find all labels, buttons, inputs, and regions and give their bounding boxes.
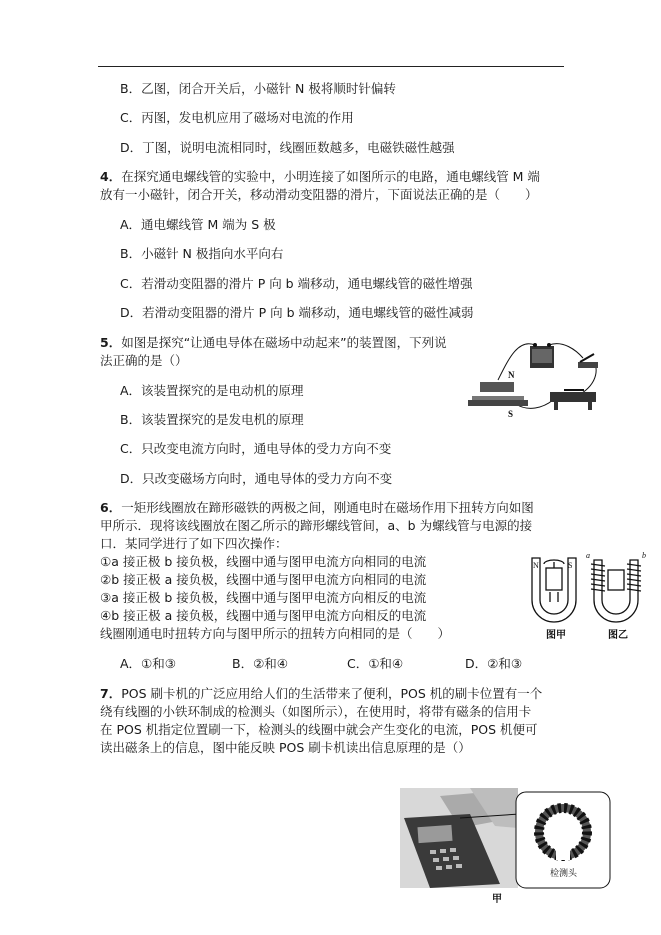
q4-option-d: D．若滑动变阻器的滑片 P 向 b 端移动，通电螺线管的磁性减弱 xyxy=(120,305,474,320)
detection-head-label: 检测头 xyxy=(550,869,578,879)
magnet-n-label: N xyxy=(508,370,515,380)
q5-option-c: C．只改变电流方向时，通电导体的受力方向不变 xyxy=(120,441,392,456)
pos-machine-figure xyxy=(400,788,612,906)
q4-stem-line1 xyxy=(100,169,540,185)
q4-option-a: A．通电螺线管 M 端为 S 极 xyxy=(120,217,276,232)
q5-stem-text1: 如图是探究“让通电导体在磁场中动起来”的装置图，下列说 xyxy=(121,335,447,350)
q5-stem-line2: 法正确的是（） xyxy=(100,353,188,368)
q6-option-d: D．②和③ xyxy=(465,656,523,671)
q7-stem-line4: 读出磁条上的信息，图中能反映 POS 刷卡机读出信息原理的是（） xyxy=(100,740,471,755)
q6-operation-2: ②b 接正极 a 接负极，线圈中通与图甲电流方向相同的电流 xyxy=(100,572,427,587)
q7-stem-line3: 在 POS 机指定位置刷一下，检测头的线圈中就会产生变化的电流，POS 机便可 xyxy=(100,722,538,737)
q6-stem-line3: 口．某同学进行了如下四次操作： xyxy=(100,536,288,551)
q7-number: 7． xyxy=(100,686,122,701)
q3-option-b: B．乙图，闭合开关后，小磁针 N 极将顺时针偏转 xyxy=(120,81,396,96)
q5-stem-line1 xyxy=(100,335,447,351)
figure-jia-caption-q7: 甲 xyxy=(492,894,502,905)
q3-option-d: D．丁图，说明电流相同时，线圈匝数越多，电磁铁磁性越强 xyxy=(120,140,455,155)
q4-stem-text1: 在探究通电螺线管的实验中，小明连接了如图所示的电路，通电螺线管 M 端 xyxy=(121,169,540,184)
rail-icon xyxy=(550,392,596,402)
q6-stem-line4: 线圈刚通电时扭转方向与图甲所示的扭转方向相同的是（ ） xyxy=(100,626,451,641)
switch-icon xyxy=(578,362,598,368)
q5-option-d: D．只改变磁场方向时，通电导体的受力方向不变 xyxy=(120,471,393,486)
q6-stem-line1 xyxy=(100,500,534,516)
horseshoe-figures xyxy=(524,548,650,644)
q5-option-b: B．该装置探究的是发电机的原理 xyxy=(120,412,304,427)
motor-apparatus-figure xyxy=(468,340,618,420)
jia-n-label: N xyxy=(533,561,539,570)
q6-number: 6． xyxy=(100,500,122,515)
q6-option-b: B．②和④ xyxy=(232,656,288,671)
q6-stem-line2: 甲所示．现将该线圈放在图乙所示的蹄形螺线管间，a、b 为螺线管与电源的接 xyxy=(100,518,533,533)
q7-stem-text1: POS 刷卡机的广泛应用给人们的生活带来了便利，POS 机的刷卡位置有一个 xyxy=(121,686,543,701)
q4-stem-line2: 放有一小磁针，闭合开关，移动滑动变阻器的滑片，下面说法正确的是（ ） xyxy=(100,187,538,202)
magnet-s-label: S xyxy=(508,409,514,419)
q4-number: 4． xyxy=(100,169,122,184)
q5-option-a: A．该装置探究的是电动机的原理 xyxy=(120,383,304,398)
q3-option-c: C．丙图，发电机应用了磁场对电流的作用 xyxy=(120,110,354,125)
q6-operation-4: ④b 接正极 a 接负极，线圈中通与图甲电流方向相反的电流 xyxy=(100,608,427,623)
q4-option-c: C．若滑动变阻器的滑片 P 向 b 端移动，通电螺线管的磁性增强 xyxy=(120,276,473,291)
q7-stem-line1 xyxy=(100,686,542,702)
jia-s-label: S xyxy=(568,561,573,570)
magnet-icon xyxy=(480,382,514,392)
figure-yi-caption: 图乙 xyxy=(608,630,628,641)
q7-stem-line2: 绕有线圈的小铁环制成的检测头（如图所示），在使用时，将带有磁条的信用卡 xyxy=(100,704,532,719)
q6-operation-3: ③a 接正极 b 接负极，线圈中通与图甲电流方向相反的电流 xyxy=(100,590,427,605)
yi-a-label: a xyxy=(586,551,590,560)
q6-option-a: A．①和③ xyxy=(120,656,176,671)
yi-b-label: b xyxy=(642,551,646,560)
q6-stem-text1: 一矩形线圈放在蹄形磁铁的两极之间，刚通电时在磁场作用下扭转方向如图 xyxy=(121,500,534,515)
figure-jia-caption: 图甲 xyxy=(546,630,566,641)
q6-operation-1: ①a 接正极 b 接负极，线圈中通与图甲电流方向相同的电流 xyxy=(100,554,427,569)
q5-number: 5． xyxy=(100,335,122,350)
solenoid-coils xyxy=(591,564,641,591)
header-rule xyxy=(98,66,564,67)
q4-option-b: B．小磁针 N 极指向水平向右 xyxy=(120,246,284,261)
q6-option-c: C．①和④ xyxy=(347,656,404,671)
